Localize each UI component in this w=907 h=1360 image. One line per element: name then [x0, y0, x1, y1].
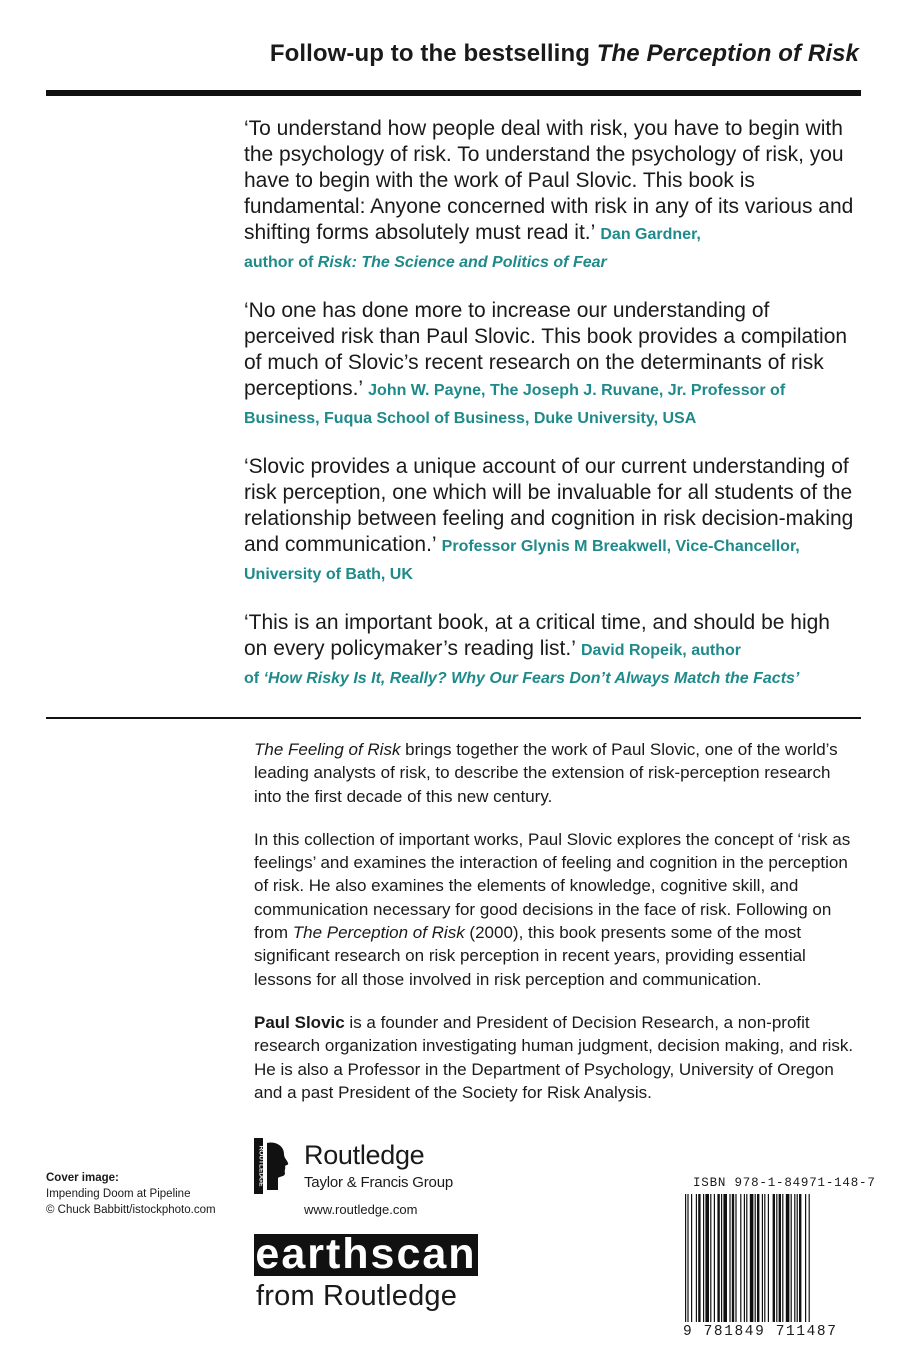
endorsement-ropeik [244, 610, 859, 692]
barcode-bar [717, 1194, 719, 1322]
barcode-bar [794, 1194, 795, 1322]
author-name: Paul Slovic [254, 1012, 345, 1032]
quote-text: ‘No one has done more to increase our understanding of perceived risk than Paul Slovic. This book provides a compilation of much of Slovic’s recent research on the determinants of risk perceptions.’ [244, 299, 848, 400]
endorsement-payne [244, 298, 859, 432]
attribution-pre: of [244, 670, 264, 687]
section-rule [46, 717, 861, 719]
barcode-bar [703, 1194, 704, 1322]
barcode-bar [735, 1194, 736, 1322]
attribution-pre: author of [244, 254, 318, 271]
credit-heading: Cover image: [46, 1172, 119, 1184]
description-paragraph-2 [254, 828, 859, 991]
barcode-bar [729, 1194, 730, 1322]
publisher-name: Routledge [304, 1140, 425, 1170]
barcode-bar [750, 1194, 754, 1322]
barcode-bar [757, 1194, 759, 1322]
book-title: The Feeling of Risk [254, 740, 401, 759]
barcode [683, 1194, 863, 1322]
quote-attribution: John W. Payne, The Joseph J. Ruvane, Jr. Professor of Business, Fuqua School of Business, Duke University, USA [244, 382, 786, 427]
barcode-bar [740, 1194, 741, 1322]
barcode-bar [768, 1194, 769, 1322]
routledge-logo [254, 1138, 494, 1198]
header-rule [46, 90, 861, 96]
barcode-bar [764, 1194, 765, 1322]
quote-text: ‘Slovic provides a unique account of our current understanding of risk perception, one which will be invaluable for all students of the relationship between feeling and cognition in risk decision-making and communication.’ [244, 455, 854, 556]
barcode-bar [776, 1194, 777, 1322]
publisher-group: Taylor & Francis Group [304, 1174, 453, 1191]
book-title: The Perception of Risk [292, 923, 465, 943]
credit-line-1: Impending Doom at Pipeline [46, 1188, 191, 1200]
cover-credit [46, 1170, 216, 1218]
barcode-bar [782, 1194, 783, 1322]
isbn-label: ISBN 978-1-84971-148-7 [693, 1176, 876, 1190]
imprint-subtitle: from Routledge [256, 1280, 458, 1312]
paragraph-text: is a founder and President of Decision Research, a non-profit research organization investigating human judgment, decision making, and risk. He is also a Professor in the Department of Psychology, University of Oregon and a past President of the Society for Risk Analysis. [254, 1012, 854, 1102]
tagline-prefix: Follow-up to the bestselling [269, 40, 597, 67]
barcode-bar [705, 1194, 709, 1322]
barcode-bar [746, 1194, 747, 1322]
barcode-bar [714, 1194, 715, 1322]
earthscan-logo [254, 1230, 478, 1278]
attribution-name: David Ropeik, author [580, 642, 741, 659]
barcode-bar [721, 1194, 722, 1322]
routledge-head-icon [254, 1138, 292, 1194]
barcode-bar [773, 1194, 775, 1322]
paragraph-text: In this collection of important works, Paul Slovic explores the concept of ‘risk as feelings’ and examines the interaction of feeling and cognition in the perception of risk. He also examines the elements of knowledge, cognitive skill, and communication necessary for good decisions in the face of risk. Following on from [254, 829, 851, 943]
endorsements [244, 116, 859, 714]
publisher-url: www.routledge.com [304, 1202, 418, 1217]
credit-line-2: © Chuck Babbitt/istockphoto.com [46, 1204, 216, 1216]
barcode-bar [732, 1194, 734, 1322]
quote-text: ‘To understand how people deal with risk, you have to begin with the psychology of risk. To understand the psychology of risk, you have to begin with the work of Paul Slovic. This book is fundamental: Anyone concerned with risk in any of its various and shifting forms absolutely must read it.’ [244, 117, 854, 244]
barcode-bar [687, 1194, 688, 1322]
barcode-bar [809, 1194, 810, 1322]
isbn-digits: 9 781849 711487 [683, 1324, 838, 1340]
series-tagline [270, 40, 859, 68]
barcode-bar [691, 1194, 692, 1322]
svg-text:ROUTLEDGE: ROUTLEDGE [257, 1145, 265, 1187]
barcode-bar [710, 1194, 711, 1322]
description-paragraph-1 [254, 738, 859, 808]
attribution-name: Dan Gardner, [600, 226, 701, 243]
endorsement-breakwell [244, 454, 859, 588]
barcode-bar [799, 1194, 801, 1322]
barcode-bar [762, 1194, 763, 1322]
author-bio [254, 1011, 859, 1104]
barcode-bar [685, 1194, 686, 1322]
attribution-title: Risk: The Science and Politics of Fear [317, 254, 607, 271]
attribution-title: ‘How Risky Is It, Really? Why Our Fears Don’t Always Match the Facts’ [263, 670, 800, 687]
barcode-bar [696, 1194, 697, 1322]
barcode-bar [744, 1194, 745, 1322]
barcode-bar [791, 1194, 792, 1322]
barcode-bar [805, 1194, 806, 1322]
tagline-title: The Perception of Risk [596, 40, 859, 67]
barcode-bar [797, 1194, 798, 1322]
quote-attribution: Professor Glynis M Breakwell, Vice-Chancellor, University of Bath, UK [244, 538, 800, 583]
barcode-bar [755, 1194, 756, 1322]
barcode-bar [698, 1194, 700, 1322]
imprint-name: earthscan [255, 1230, 477, 1278]
quote-text: ‘This is an important book, at a critical time, and should be high on every policymaker’s reading list.’ [244, 611, 830, 660]
paragraph-text: (2000), this book presents some of the most significant research on risk perception in recent years, providing essential lessons for all those involved in risk perception and communication. [254, 923, 806, 989]
endorsement-gardner [244, 116, 859, 276]
barcode-bar [723, 1194, 727, 1322]
barcode-bar [786, 1194, 790, 1322]
book-description [254, 738, 859, 1124]
barcode-bar [779, 1194, 781, 1322]
paragraph-text: brings together the work of Paul Slovic, one of the world’s leading analysts of risk, to describe the extension of risk-perception research into the first decade of this new century. [254, 740, 838, 806]
